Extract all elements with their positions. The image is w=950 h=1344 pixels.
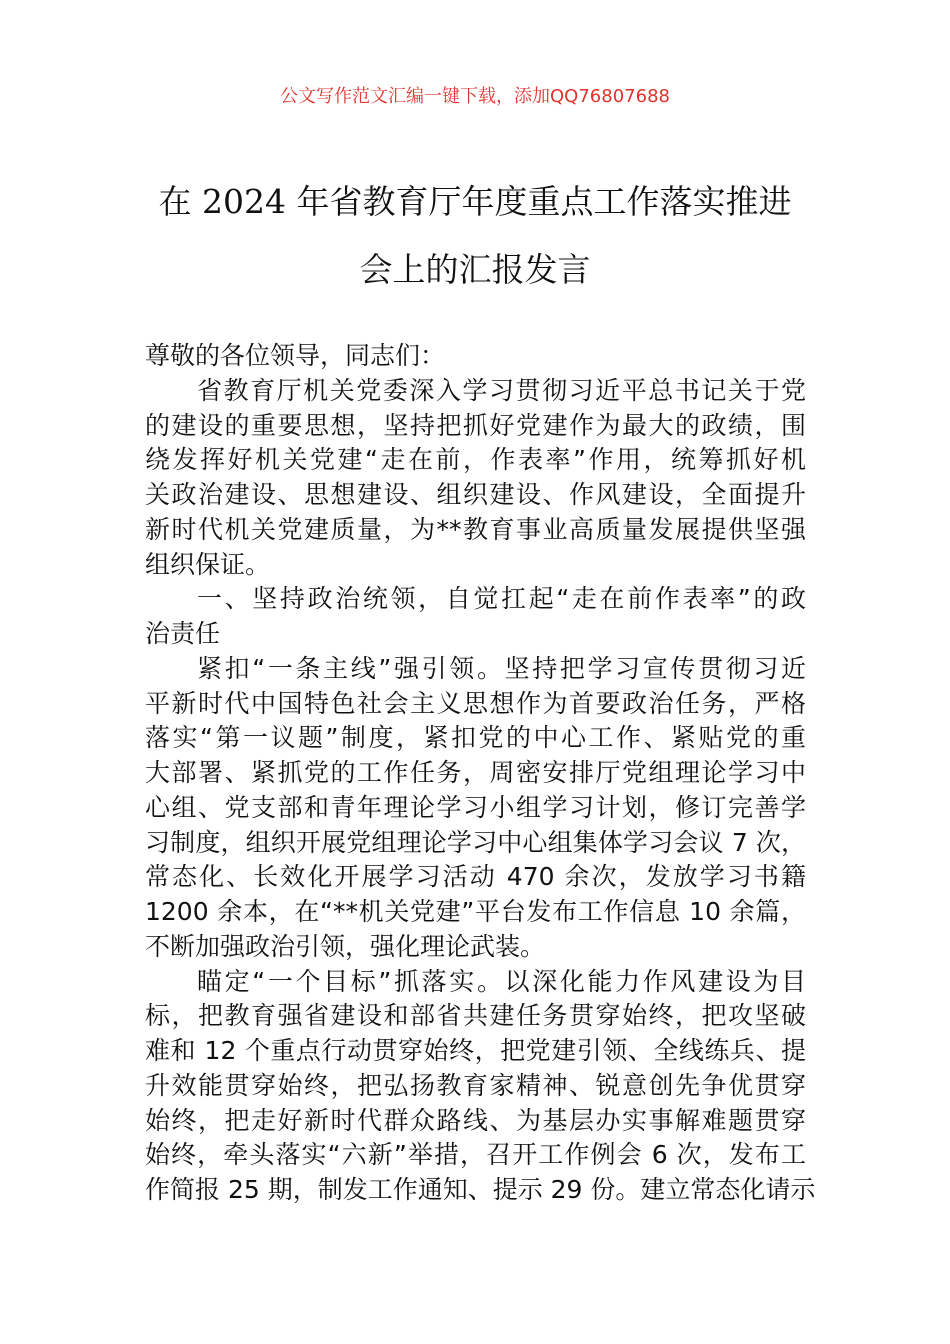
text-line: 紧扣“一条主线”强引领。坚持把学习宣传贯彻习近 xyxy=(197,653,806,683)
text-line: 作简报 25 期，制发工作通知、提示 29 份。建立常态化请示 xyxy=(145,1175,816,1204)
text-line: 瞄定“一个目标”抓落实。以深化能力作风建设为目 xyxy=(197,966,806,996)
text-line: 尊敬的各位领导，同志们： xyxy=(145,341,446,370)
text-line: 难和 12 个重点行动贯穿始终，把党建引领、全线练兵、提 xyxy=(145,1036,806,1065)
document-title-line-1: 在 2024 年省教育厅年度重点工作落实推进 xyxy=(158,182,792,221)
text-line: 常态化、长效化开展学习活动 470 余次，发放学习书籍 xyxy=(145,862,806,892)
text-line: 的建设的重要思想，坚持把抓好党建作为最大的政绩，围 xyxy=(145,410,806,440)
text-line: 治责任 xyxy=(145,619,221,648)
text-line: 升效能贯穿始终，把弘扬教育家精神、锐意创先争优贯穿 xyxy=(145,1070,806,1100)
text-line: 落实“第一议题”制度，紧扣党的中心工作、紧贴党的重 xyxy=(145,723,806,753)
text-line: 大部署、紧抓党的工作任务，周密安排厅党组理论学习中 xyxy=(145,758,806,787)
text-line: 心组、党支部和青年理论学习小组学习计划，修订完善学 xyxy=(145,792,806,822)
text-line: 组织保证。 xyxy=(145,549,271,579)
text-line: 习制度，组织开展党组理论学习中心组集体学习会议 7 次， xyxy=(145,827,806,857)
document-body xyxy=(145,339,816,1208)
text-line: 不断加强政治引领，强化理论武装。 xyxy=(145,931,546,961)
text-line: 绕发挥好机关党建“走在前，作表率”作用，统筹抓好机 xyxy=(145,445,806,475)
text-line: 一、坚持政治统领，自觉扛起“走在前作表率”的政 xyxy=(197,584,806,614)
text-line: 始终，把走好新时代群众路线、为基层办实事解难题贯穿 xyxy=(145,1105,806,1135)
download-banner: 公文写作范文汇编一键下载，添加QQ76807688 xyxy=(280,86,670,107)
document-title-line-2: 会上的汇报发言 xyxy=(359,250,591,289)
text-line: 关政治建设、思想建设、组织建设、作风建设，全面提升 xyxy=(145,480,806,509)
text-line: 新时代机关党建质量，为**教育事业高质量发展提供坚强 xyxy=(145,514,806,544)
text-line: 标，把教育强省建设和部省共建任务贯穿始终，把攻坚破 xyxy=(145,1001,806,1031)
text-line: 省教育厅机关党委深入学习贯彻习近平总书记关于党 xyxy=(197,375,806,405)
text-line: 1200 余本，在“**机关党建”平台发布工作信息 10 余篇， xyxy=(145,897,806,926)
text-line: 平新时代中国特色社会主义思想作为首要政治任务，严格 xyxy=(145,688,806,718)
text-line: 始终，牵头落实“六新”举措，召开工作例会 6 次，发布工 xyxy=(145,1140,806,1170)
